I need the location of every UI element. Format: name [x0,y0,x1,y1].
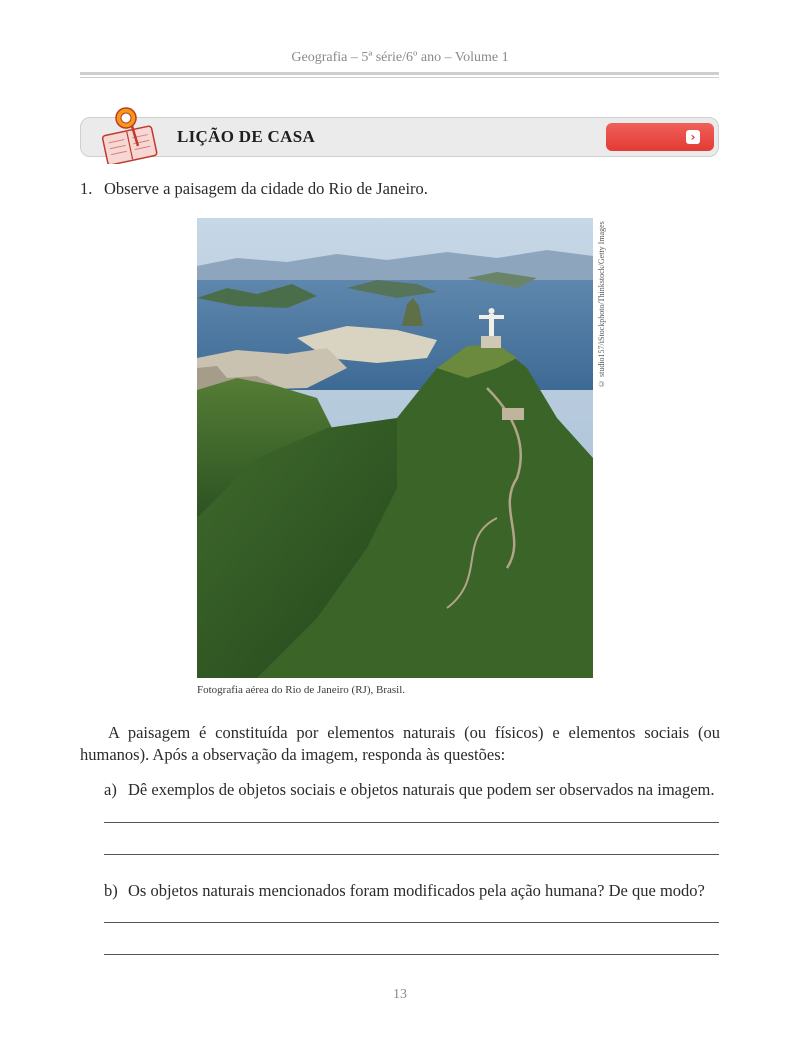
question-1 [80,179,428,199]
question-b-letter: b) [104,881,118,900]
banner-accent [606,123,714,151]
answer-line-b-1[interactable] [104,922,719,923]
answer-line-b-2[interactable] [104,954,719,955]
question-b [104,881,705,901]
header-rule [80,72,719,78]
answer-line-a-1[interactable] [104,822,719,823]
rio-de-janeiro-aerial-photo [197,218,593,678]
answer-line-a-2[interactable] [104,854,719,855]
homework-icon [98,104,170,164]
page-header-title: Geografia – 5ª série/6º ano – Volume 1 [291,50,509,65]
question-1-number: 1. [80,179,93,198]
intro-paragraph: A paisagem é constituída por elementos naturais (ou físicos) e elementos sociais (ou humanos). Após a observação da imagem, responda às questões: [80,723,720,764]
licao-de-casa-banner [80,117,719,157]
banner-title: LIÇÃO DE CASA [177,127,316,146]
question-a-text: Dê exemplos de objetos sociais e objetos naturais que podem ser observados na imagem. [128,780,715,799]
photo-caption: Fotografia aérea do Rio de Janeiro (RJ), Brasil. [197,684,406,696]
photo-credit: © studio157/iStockphoto/Thinkstock/Getty Images [597,221,606,388]
question-a [104,780,715,800]
chevron-right-icon: › [686,130,700,144]
question-b-text: Os objetos naturais mencionados foram modificados pela ação humana? De que modo? [128,881,705,900]
page-number: 13 [393,987,407,1002]
question-a-letter: a) [104,780,117,799]
question-1-text: Observe a paisagem da cidade do Rio de Janeiro. [104,179,428,198]
